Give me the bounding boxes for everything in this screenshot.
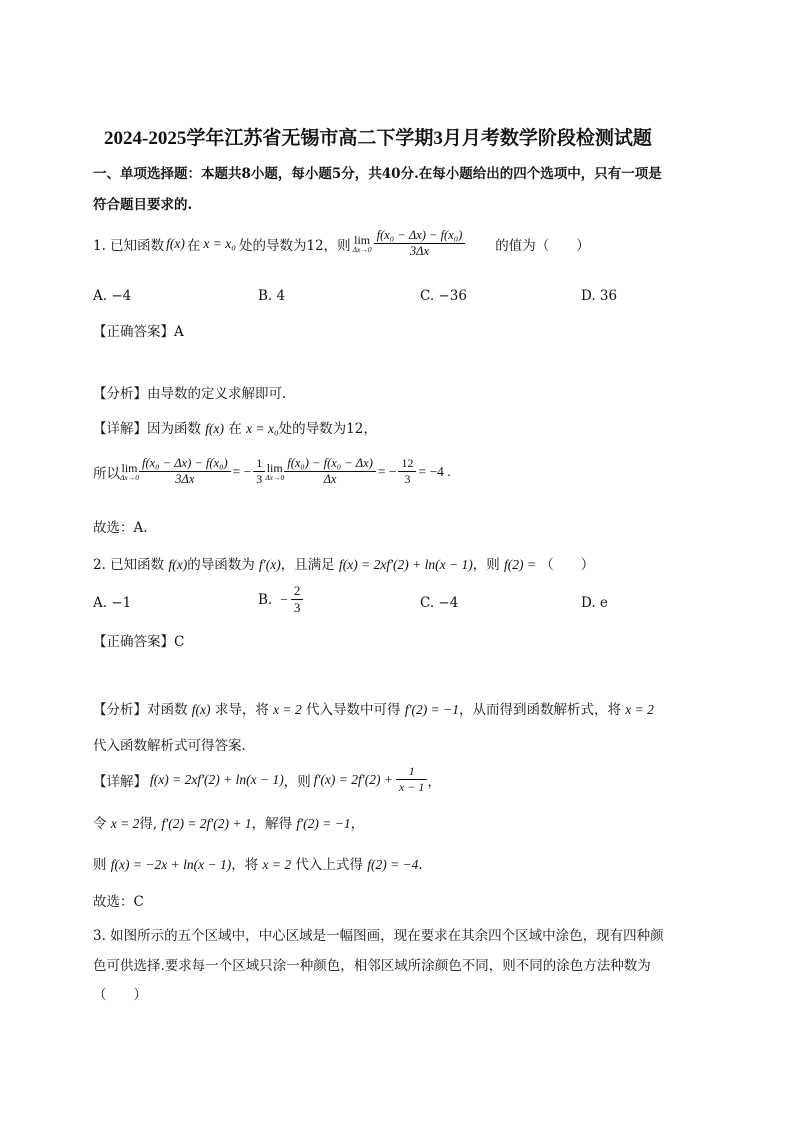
q2-eq: f(x) = 2xf′(2) + ln(x − 1) bbox=[338, 557, 473, 572]
q1-detail-cond: x = x₀ bbox=[246, 421, 279, 436]
q2-choose: 故选：C bbox=[93, 894, 144, 910]
q2-answer: 【正确答案】C bbox=[93, 634, 185, 650]
q2-l4-c: 代入上式得 bbox=[295, 857, 363, 873]
q2-option-c: C. −4 bbox=[420, 595, 459, 611]
q1-lim bbox=[353, 234, 372, 254]
q1-solution bbox=[93, 456, 451, 487]
q2-fpx: f′(x) bbox=[259, 557, 281, 572]
q1-stem bbox=[93, 228, 590, 259]
q1-suffix: 的值为（ ） bbox=[495, 237, 590, 254]
q2-option-d: D. e bbox=[581, 595, 608, 611]
q2-f2: f(2) = bbox=[504, 557, 536, 572]
q2-mid2: ，且满足 bbox=[280, 557, 335, 573]
q1-sol-eq2: = − bbox=[377, 463, 397, 479]
q2-analysis-l1b: 求导，将 bbox=[214, 702, 269, 718]
q2-fx: f(x) bbox=[168, 557, 188, 572]
q3-line1: 3. 如图所示的五个区域中，中心区域是一幅图画，现在要求在其余四个区域中涂色，现有四种颜 bbox=[93, 928, 664, 944]
q2-mid3: ，则 bbox=[472, 557, 500, 573]
q2-l4-d: . bbox=[418, 857, 423, 873]
q1-sol-lim2-word: lim bbox=[266, 460, 283, 475]
q1-detail-text3: 处的导数为12， bbox=[278, 421, 377, 437]
q2-detail-line3 bbox=[93, 853, 423, 873]
q2-detail-frac-num: 1 bbox=[396, 764, 427, 780]
q2-l4-res: f(2) = −4 bbox=[367, 857, 419, 872]
q1-sol-eq1: = − bbox=[232, 463, 252, 479]
q1-sol-frac2-num: f(x₀) − f(x₀ − Δx) bbox=[284, 456, 376, 472]
q1-lim-sub: Δx→0 bbox=[352, 244, 372, 254]
q1-sol-third-num: 1 bbox=[253, 456, 265, 472]
q2-l3-a: 令 bbox=[93, 816, 107, 832]
q2-detail-line1 bbox=[93, 764, 441, 795]
q1-analysis-text: 由导数的定义求解即可. bbox=[147, 386, 287, 402]
q1-mid: 处的导数为12，则 bbox=[238, 237, 351, 254]
q1-at: 在 bbox=[186, 237, 201, 254]
q1-detail-fx: f(x) bbox=[205, 421, 225, 436]
section-heading-line1: 一、单项选择题：本题共8小题，每小题5分，共40分.在每小题给出的四个选项中，只有一项是 bbox=[93, 166, 662, 182]
q1-frac-den: 3Δx bbox=[409, 244, 430, 258]
q2-l4-a: 则 bbox=[93, 857, 107, 873]
q1-fx: f(x) bbox=[166, 235, 185, 251]
q1-option-a: A. −4 bbox=[93, 288, 132, 304]
q2-analysis-x2b: x = 2 bbox=[625, 702, 654, 717]
q1-frac-num: f(x₀ − Δx) − f(x₀) bbox=[374, 228, 466, 244]
page-title: 2024-2025学年江苏省无锡市高二下学期3月月考数学阶段检测试题 bbox=[104, 128, 652, 149]
q2-detail-eq: f(x) = 2xf′(2) + ln(x − 1) bbox=[150, 771, 284, 787]
q1-detail-text2: 在 bbox=[228, 421, 242, 437]
q1-fraction bbox=[374, 228, 466, 259]
q3-line2: 色可供选择.要求每一个区域只涂一种颜色，相邻区域所涂颜色不同，则不同的涂色方法种数为 bbox=[93, 958, 651, 974]
q2-l4-eq: f(x) = −2x + ln(x − 1) bbox=[110, 857, 232, 872]
q2-l3-eq: f′(2) = 2f′(2) + 1 bbox=[161, 816, 252, 831]
q2-detail-frac bbox=[396, 764, 427, 795]
q1-sol-lim2 bbox=[265, 462, 284, 482]
q1-option-d: D. 36 bbox=[581, 288, 618, 304]
q3-line3: （ ） bbox=[93, 987, 147, 1003]
q1-choose: 故选：A. bbox=[93, 520, 148, 536]
q1-sol-third bbox=[253, 456, 265, 487]
q2-mid1: 的导函数为 bbox=[187, 557, 255, 573]
q2-l3-x: x = 2 bbox=[110, 816, 140, 831]
q2-analysis-tag: 【分析】 bbox=[93, 702, 147, 718]
q2-detail-then: ，则 bbox=[283, 773, 311, 790]
q2-suffix: （ ） bbox=[540, 557, 595, 573]
q2-l3-c: ，解得 bbox=[251, 816, 293, 832]
q1-detail-tag: 【详解】 bbox=[93, 421, 147, 437]
q2-option-b-label: B. bbox=[258, 591, 273, 608]
q1-lim-word: lim bbox=[354, 232, 371, 247]
q2-detail-frac-den: x − 1 bbox=[398, 780, 425, 794]
q1-sol-lim1 bbox=[120, 462, 139, 482]
q2-detail-line2 bbox=[93, 812, 364, 832]
q1-cond: x = x₀ bbox=[203, 235, 236, 251]
q2-analysis-l1a: 对函数 bbox=[147, 702, 188, 718]
q2-analysis-line2: 代入函数解析式可得答案. bbox=[93, 738, 246, 754]
q1-prefix: 1. 已知函数 bbox=[93, 237, 165, 254]
q2-prefix: 2. 已知函数 bbox=[93, 557, 165, 573]
q2-l3-b: 得, bbox=[139, 816, 158, 832]
q1-sol-frac2 bbox=[284, 456, 376, 487]
q1-sol-lim2-sub: Δx→0 bbox=[265, 472, 285, 482]
q2-option-b-num: 2 bbox=[291, 583, 304, 600]
q2-analysis-l1c: 代入导数中可得 bbox=[306, 702, 401, 718]
q1-sol-lim1-word: lim bbox=[121, 460, 138, 475]
q2-detail-tag: 【详解】 bbox=[93, 773, 147, 790]
q1-sol-end: = −4 . bbox=[418, 463, 451, 479]
q2-analysis-line1 bbox=[93, 698, 654, 718]
q1-sol-frac1-num: f(x₀ − Δx) − f(x₀) bbox=[139, 456, 231, 472]
q1-sol-frac1 bbox=[139, 456, 231, 487]
q2-detail-fp: f′(x) = 2f′(2) + bbox=[313, 771, 393, 787]
q2-l4-b: ，将 bbox=[231, 857, 259, 873]
q2-analysis-l1d: ，从而得到函数解析式，将 bbox=[459, 702, 621, 718]
q1-sol-lim1-sub: Δx→0 bbox=[120, 472, 139, 482]
q2-analysis-x2: x = 2 bbox=[273, 702, 302, 717]
q2-option-b-frac bbox=[291, 583, 304, 616]
q1-answer: 【正确答案】A bbox=[93, 324, 184, 340]
q1-detail bbox=[93, 417, 377, 437]
q1-sol-prefix: 所以 bbox=[93, 465, 120, 482]
q2-analysis-fp: f′(2) = −1 bbox=[404, 702, 459, 717]
q1-sol-frac3 bbox=[398, 456, 416, 487]
q2-detail-comma: ， bbox=[427, 773, 441, 790]
q1-sol-frac2-den: Δx bbox=[323, 472, 337, 486]
q2-option-b-den: 3 bbox=[293, 600, 301, 615]
q1-sol-third-den: 3 bbox=[256, 472, 263, 486]
q1-sol-frac1-den: 3Δx bbox=[175, 472, 195, 486]
q2-option-b bbox=[258, 583, 303, 616]
q1-detail-text1: 因为函数 bbox=[147, 421, 201, 437]
q1-analysis bbox=[93, 382, 286, 402]
q1-option-b: B. 4 bbox=[258, 288, 286, 304]
q1-sol-frac3-den: 3 bbox=[404, 472, 411, 486]
q2-l3-res: f′(2) = −1 bbox=[296, 816, 351, 831]
q2-analysis-fx: f(x) bbox=[191, 702, 211, 717]
q1-analysis-tag: 【分析】 bbox=[93, 386, 147, 402]
section-heading-line2: 符合题目要求的. bbox=[93, 197, 193, 213]
q2-l3-d: ， bbox=[350, 816, 365, 832]
q2-l4-x: x = 2 bbox=[262, 857, 292, 872]
q2-stem bbox=[93, 553, 594, 573]
q1-sol-frac3-num: 12 bbox=[398, 456, 416, 472]
q1-option-c: C. −36 bbox=[420, 288, 467, 304]
q2-option-b-sign: − bbox=[280, 591, 288, 607]
q2-option-a: A. −1 bbox=[93, 595, 132, 611]
